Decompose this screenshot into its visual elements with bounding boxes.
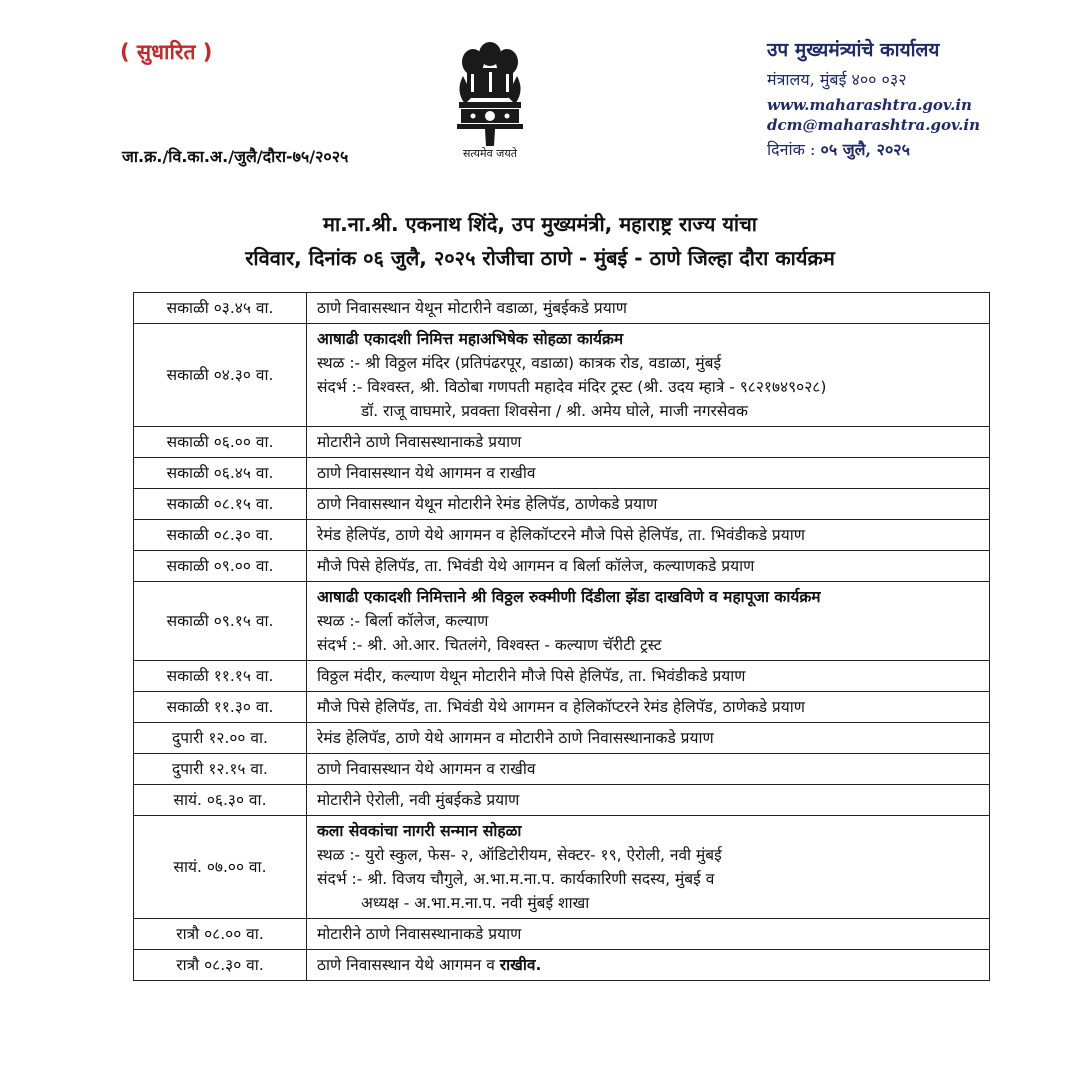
event-reference-cont: डॉ. राजू वाघमारे, प्रवक्ता शिवसेना / श्री. अमेय घोले, माजी नगरसेवक <box>361 402 748 420</box>
schedule-description <box>307 551 990 582</box>
schedule-time: सकाळी ०६.०० वा. <box>134 427 307 458</box>
website-link[interactable]: www.maharashtra.gov.in <box>767 96 972 114</box>
event-venue: स्थळ :- बिर्ला कॉलेज, कल्याण <box>317 612 489 630</box>
schedule-time: सायं. ०६.३० वा. <box>134 785 307 816</box>
table-row <box>134 324 990 427</box>
schedule-description <box>307 427 990 458</box>
schedule-time: सकाळी ०४.३० वा. <box>134 324 307 427</box>
schedule-activity: विठ्ठल मंदीर, कल्याण येथून मोटारीने मौजे पिसे हेलिपॅड, ता. भिवंडीकडे प्रयाण <box>317 667 746 685</box>
table-row <box>134 785 990 816</box>
table-row <box>134 723 990 754</box>
event-title: कला सेवकांचा नागरी सन्मान सोहळा <box>317 822 522 840</box>
schedule-description <box>307 919 990 950</box>
table-row <box>134 754 990 785</box>
state-emblem <box>430 36 550 168</box>
schedule-time: सकाळी ११.३० वा. <box>134 692 307 723</box>
reference-number: जा.क्र./वि.का.अ./जुलै/दौरा-७५/२०२५ <box>122 147 349 166</box>
schedule-time: सकाळी ११.१५ वा. <box>134 661 307 692</box>
schedule-time: रात्रौ ०८.०० वा. <box>134 919 307 950</box>
schedule-time: सकाळी ०९.१५ वा. <box>134 582 307 661</box>
schedule-activity: रेमंड हेलिपॅड, ठाणे येथे आगमन व हेलिकॉप्टरने मौजे पिसे हेलिपॅड, ता. भिवंडीकडे प्रयाण <box>317 526 805 544</box>
schedule-activity: मोटारीने ऐरोली, नवी मुंबईकडे प्रयाण <box>317 791 520 809</box>
table-row <box>134 582 990 661</box>
schedule-time: सकाळी ०९.०० वा. <box>134 551 307 582</box>
schedule-time: दुपारी १२.०० वा. <box>134 723 307 754</box>
emblem-motto: सत्यमेव जयते <box>462 147 517 160</box>
schedule-activity: मोटारीने ठाणे निवासस्थानाकडे प्रयाण <box>317 433 522 451</box>
event-reference-cont: अध्यक्ष - अ.भा.म.ना.प. नवी मुंबई शाखा <box>361 894 590 912</box>
schedule-description <box>307 723 990 754</box>
issue-date <box>767 138 980 160</box>
schedule-description <box>307 293 990 324</box>
event-reference: संदर्भ :- श्री. विजय चौगुले, अ.भा.म.ना.प. कार्यकारिणी सदस्य, मुंबई व <box>317 870 715 888</box>
page-title <box>0 207 1080 275</box>
schedule-activity: ठाणे निवासस्थान येथून मोटारीने रेमंड हेलिपॅड, ठाणेकडे प्रयाण <box>317 495 658 513</box>
event-title: आषाढी एकादशी निमित्त महाअभिषेक सोहळा कार्यक्रम <box>317 330 624 348</box>
schedule-table <box>133 292 990 981</box>
schedule-description <box>307 785 990 816</box>
table-row <box>134 489 990 520</box>
event-reference: संदर्भ :- श्री. ओ.आर. चितलंगे, विश्वस्त - कल्याण चॅरीटी ट्रस्ट <box>317 636 662 654</box>
table-row <box>134 293 990 324</box>
office-name: उप मुख्यमंत्र्यांचे कार्यालय <box>767 39 940 61</box>
event-reference: संदर्भ :- विश्वस्त, श्री. विठोबा गणपती महादेव मंदिर ट्रस्ट (श्री. उदय म्हात्रे - ९८२१७४९०२८) <box>317 378 827 396</box>
schedule-description <box>307 582 990 661</box>
schedule-description <box>307 489 990 520</box>
title-line-2: रविवार, दिनांक ०६ जुलै, २०२५ रोजीचा ठाणे - मुंबई - ठाणे जिल्हा दौरा कार्यक्रम <box>245 246 835 270</box>
schedule-description <box>307 692 990 723</box>
event-title: आषाढी एकादशी निमित्ताने श्री विठ्ठल रुक्मीणी दिंडीला झेंडा दाखविणे व महापूजा कार्यक्रम <box>317 588 821 606</box>
table-row <box>134 661 990 692</box>
schedule-activity: मोटारीने ठाणे निवासस्थानाकडे प्रयाण <box>317 925 522 943</box>
schedule-description <box>307 950 990 981</box>
table-row <box>134 692 990 723</box>
office-address: मंत्रालय, मुंबई ४०० ०३२ <box>767 70 907 89</box>
schedule-activity: मौजे पिसे हेलिपॅड, ता. भिवंडी येथे आगमन व बिर्ला कॉलेज, कल्याणकडे प्रयाण <box>317 557 755 575</box>
schedule-activity: ठाणे निवासस्थान येथे आगमन व राखीव <box>317 464 536 482</box>
schedule-description <box>307 661 990 692</box>
lion-capital-icon <box>445 36 535 148</box>
schedule-time: सकाळी ०३.४५ वा. <box>134 293 307 324</box>
schedule-activity: रेमंड हेलिपॅड, ठाणे येथे आगमन व मोटारीने ठाणे निवासस्थानाकडे प्रयाण <box>317 729 714 747</box>
schedule-time: दुपारी १२.१५ वा. <box>134 754 307 785</box>
office-block <box>767 36 980 160</box>
date-value: ०५ जुलै, २०२५ <box>820 140 910 159</box>
schedule-time: सायं. ०७.०० वा. <box>134 816 307 919</box>
schedule-activity-bold: राखीव. <box>499 956 542 974</box>
schedule-activity: ठाणे निवासस्थान येथून मोटारीने वडाळा, मुंबईकडे प्रयाण <box>317 299 627 317</box>
table-row <box>134 950 990 981</box>
schedule-activity: ठाणे निवासस्थान येथे आगमन व राखीव <box>317 760 536 778</box>
schedule-time: सकाळी ०८.३० वा. <box>134 520 307 551</box>
schedule-time: सकाळी ०६.४५ वा. <box>134 458 307 489</box>
table-row <box>134 919 990 950</box>
schedule-description <box>307 458 990 489</box>
revised-label: ( सुधारित ) <box>120 40 213 64</box>
table-row <box>134 520 990 551</box>
schedule-time: रात्रौ ०८.३० वा. <box>134 950 307 981</box>
table-row <box>134 816 990 919</box>
date-label: दिनांक : <box>767 140 816 159</box>
schedule-description <box>307 324 990 427</box>
schedule-description <box>307 520 990 551</box>
schedule-activity: मौजे पिसे हेलिपॅड, ता. भिवंडी येथे आगमन व हेलिकॉप्टरने रेमंड हेलिपॅड, ठाणेकडे प्रयाण <box>317 698 805 716</box>
event-venue: स्थळ :- युरो स्कुल, फेस- २, ऑडिटोरीयम, सेक्टर- १९, ऐरोली, नवी मुंबई <box>317 846 722 864</box>
table-row <box>134 427 990 458</box>
schedule-activity: ठाणे निवासस्थान येथे आगमन व <box>317 956 500 974</box>
schedule-time: सकाळी ०८.१५ वा. <box>134 489 307 520</box>
schedule-description <box>307 816 990 919</box>
schedule-description <box>307 754 990 785</box>
table-row <box>134 458 990 489</box>
table-row <box>134 551 990 582</box>
event-venue: स्थळ :- श्री विठ्ठल मंदिर (प्रतिपंढरपूर, वडाळा) कात्रक रोड, वडाळा, मुंबई <box>317 354 722 372</box>
email-link[interactable]: dcm@maharashtra.gov.in <box>767 116 980 134</box>
title-line-1: मा.ना.श्री. एकनाथ शिंदे, उप मुख्यमंत्री, महाराष्ट्र राज्य यांचा <box>323 212 757 236</box>
